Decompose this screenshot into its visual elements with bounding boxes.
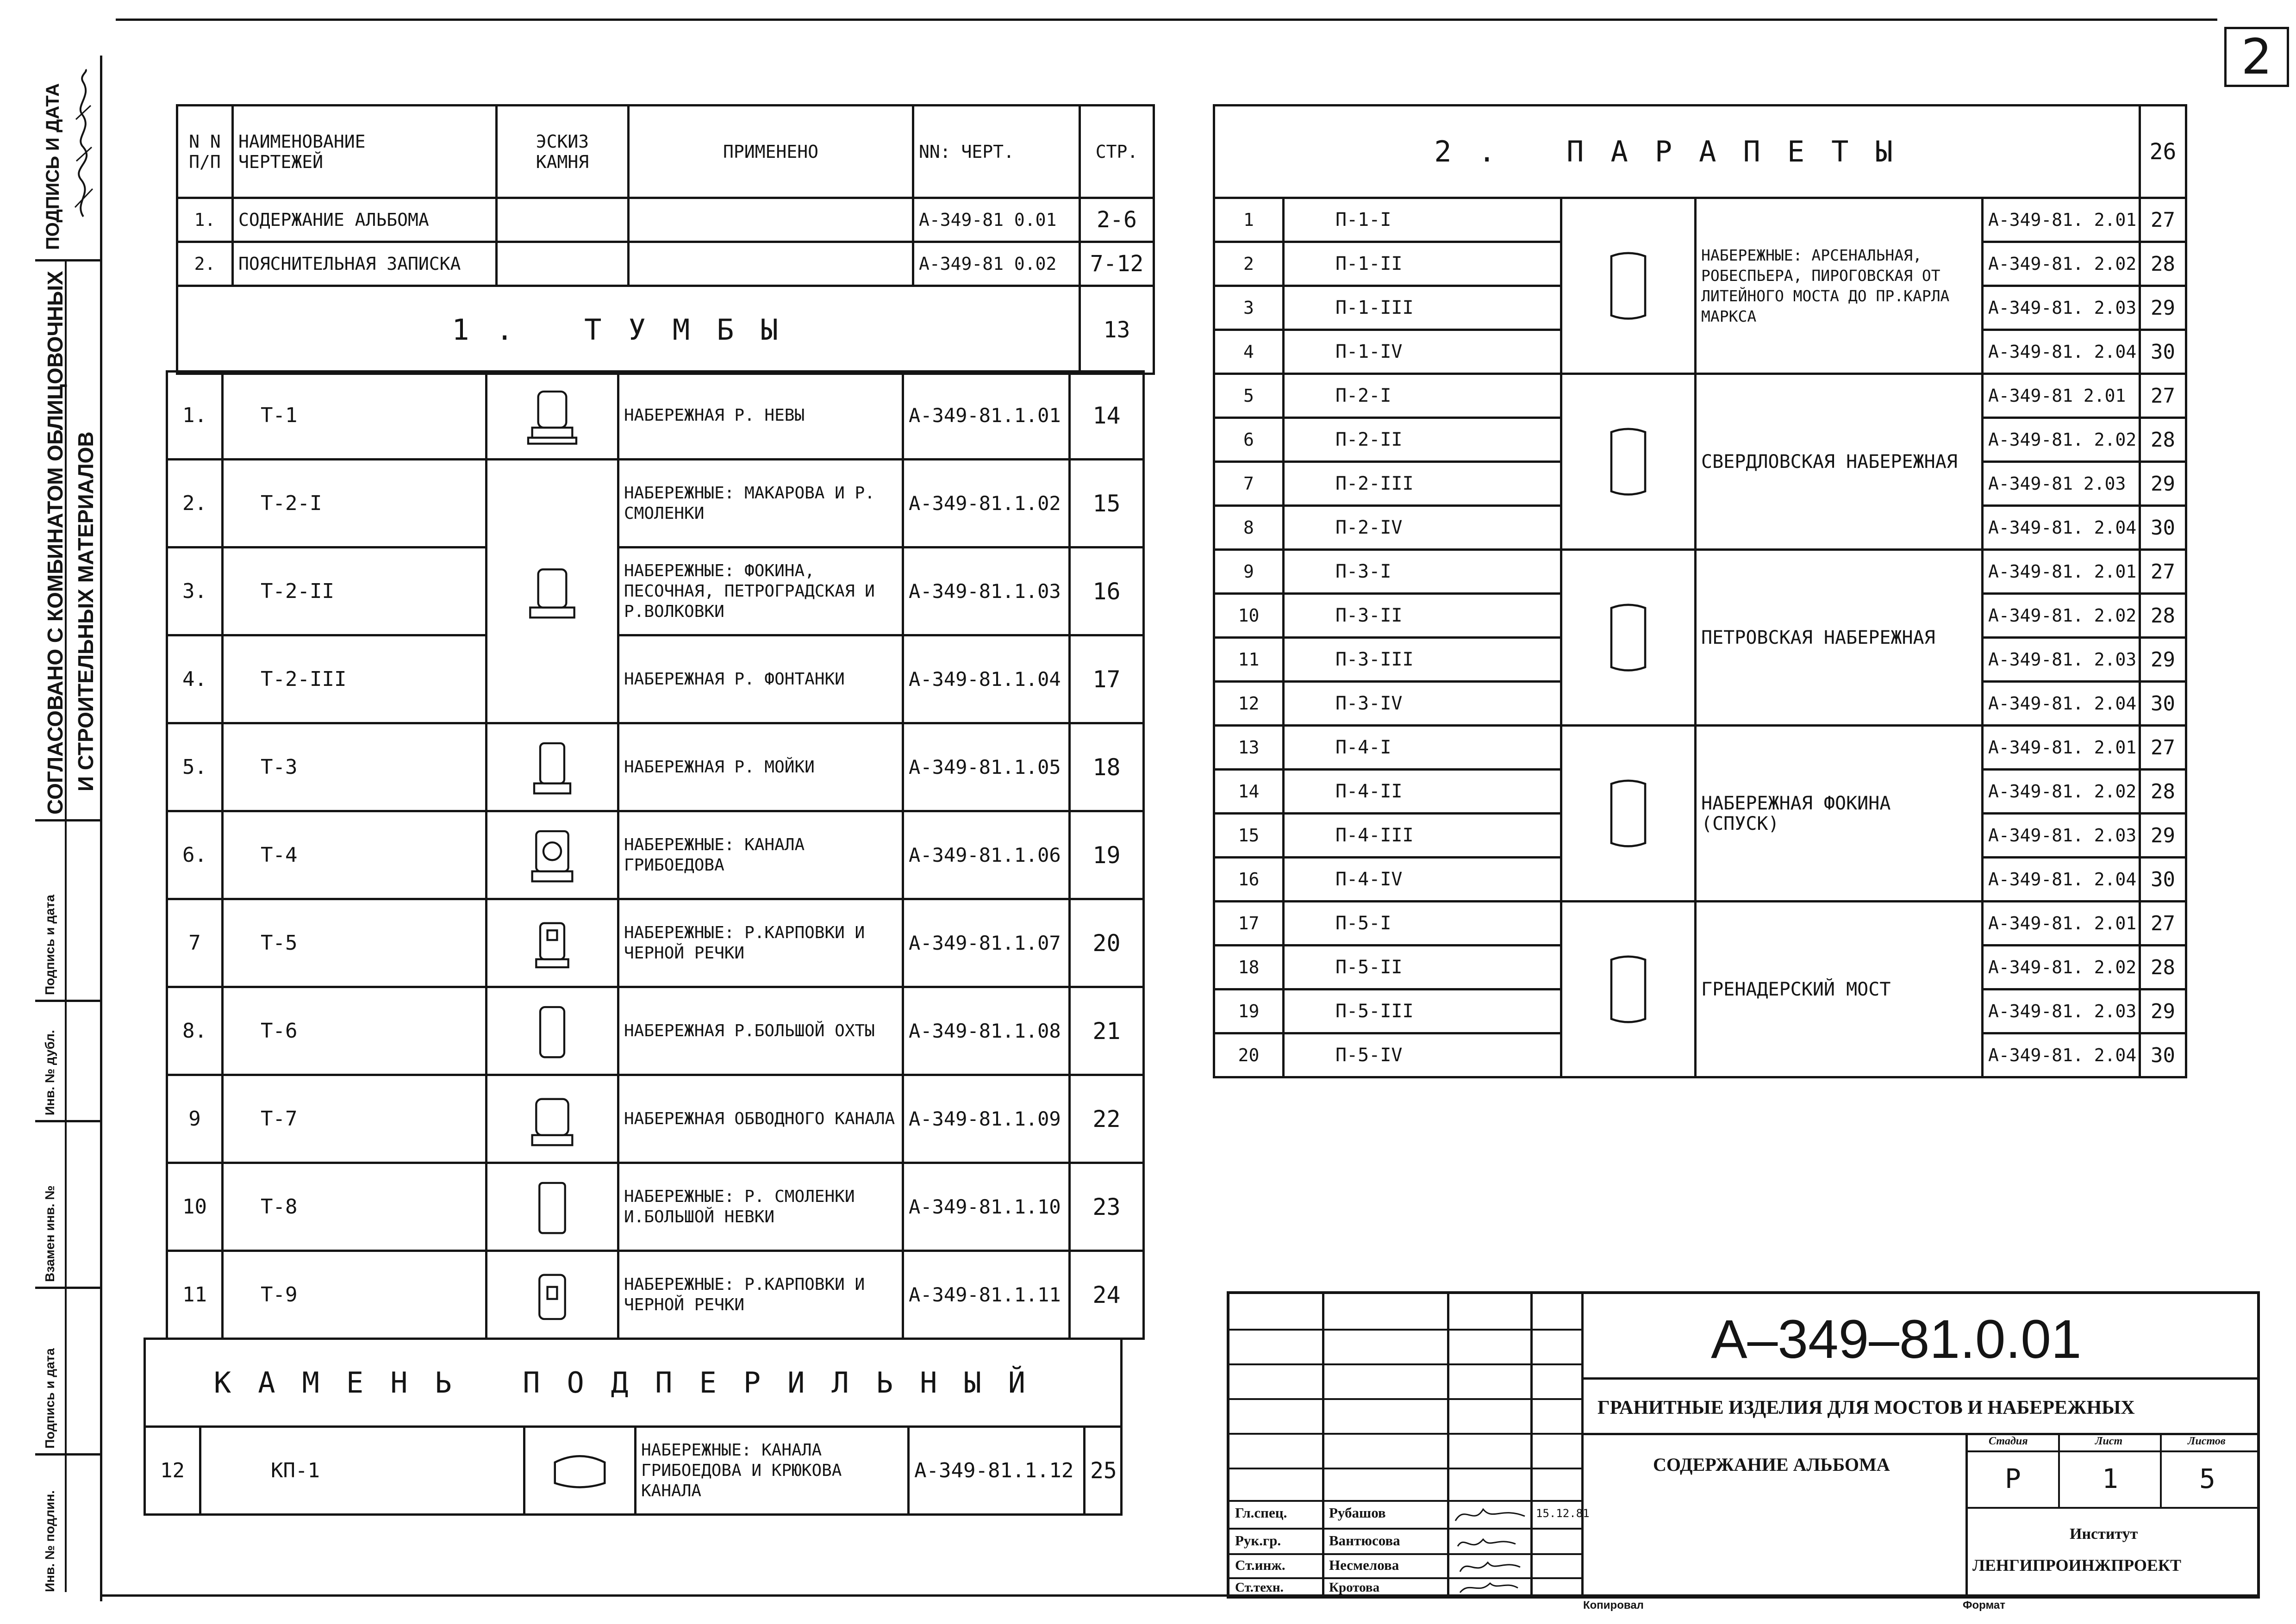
row-applied: СВЕРДЛОВСКАЯ НАБЕРЕЖНАЯ xyxy=(1696,374,1983,550)
agreement-line-1: СОГЛАСОВАНО С КОМБИНАТОМ ОБЛИЦОВОЧНЫХ xyxy=(43,271,67,815)
row-page: 22 xyxy=(1070,1075,1144,1163)
row-page: 7-12 xyxy=(1080,242,1154,286)
row-num: 6. xyxy=(167,811,223,899)
signer-role: Ст.техн. xyxy=(1235,1580,1284,1595)
contents-table-right xyxy=(1213,104,2187,1078)
row-page: 29 xyxy=(2140,462,2186,506)
row-sketch xyxy=(1561,726,1696,902)
frame-top-line xyxy=(116,19,2217,21)
row-sketch xyxy=(487,1075,618,1163)
section-title-parapety: 2. ПАРАПЕТЫ xyxy=(1214,106,2140,198)
row-drawing: А-349-81. 2.04 xyxy=(1983,1033,2140,1077)
row-name: П-4-III xyxy=(1284,814,1561,858)
row-num: 6 xyxy=(1214,418,1284,462)
row-drawing: А-349-81. 2.03 xyxy=(1983,286,2140,330)
table-row xyxy=(177,242,1154,286)
header-name: НАИМЕНОВАНИЕ ЧЕРТЕЖЕЙ xyxy=(233,106,497,198)
section-title-tumby: 1. ТУМБЫ xyxy=(177,286,1080,374)
row-drawing: А-349-81.1.11 xyxy=(903,1251,1070,1339)
row-num: 16 xyxy=(1214,858,1284,902)
row-num: 3 xyxy=(1214,286,1284,330)
row-applied xyxy=(629,198,913,242)
parapet-sketch-icon xyxy=(1567,557,1690,718)
row-drawing: А-349-81. 2.02 xyxy=(1983,594,2140,638)
side-strip-divider xyxy=(35,1000,102,1002)
tb-line xyxy=(2058,1433,2060,1507)
signature-scribble xyxy=(69,68,100,221)
header-applied: ПРИМЕНЕНО xyxy=(629,106,913,198)
row-num: 10 xyxy=(167,1163,223,1251)
row-name: П-5-I xyxy=(1284,902,1561,946)
row-name: П-3-III xyxy=(1284,638,1561,682)
row-applied: НАБЕРЕЖНАЯ ФОКИНА (СПУСК) xyxy=(1696,726,1983,902)
row-drawing: А-349-81.1.07 xyxy=(903,899,1070,987)
row-drawing: А-349-81.1.01 xyxy=(903,372,1070,460)
row-applied: НАБЕРЕЖНЫЕ: Р. СМОЛЕНКИ И.БОЛЬШОЙ НЕВКИ xyxy=(618,1163,903,1251)
side-strip-divider xyxy=(35,819,102,821)
row-sketch xyxy=(487,460,618,723)
table-row xyxy=(167,1251,1144,1339)
parapet-sketch-icon xyxy=(1567,205,1690,366)
row-page: 15 xyxy=(1070,460,1144,548)
row-applied: НАБЕРЕЖНЫЕ: КАНАЛА ГРИБОЕДОВА И КРЮКОВА КАНАЛА xyxy=(636,1427,909,1515)
row-applied: ГРЕНАДЕРСКИЙ МОСТ xyxy=(1696,902,1983,1077)
row-name: П-5-III xyxy=(1284,989,1561,1033)
row-drawing: А-349-81. 2.04 xyxy=(1983,682,2140,726)
section-title-kamen: КАМЕНЬ ПОДПЕРИЛЬНЫЙ xyxy=(145,1339,1122,1427)
row-page: 30 xyxy=(2140,1033,2186,1077)
row-name: Т-2-I xyxy=(223,460,487,548)
row-name: П-5-IV xyxy=(1284,1033,1561,1077)
row-applied: НАБЕРЕЖНЫЕ: ФОКИНА, ПЕСОЧНАЯ, ПЕТРОГРАДСКАЯ И Р.ВОЛКОВКИ xyxy=(618,548,903,635)
row-num: 1 xyxy=(1214,198,1284,242)
row-page: 29 xyxy=(2140,814,2186,858)
row-name: П-4-IV xyxy=(1284,858,1561,902)
row-page: 28 xyxy=(2140,418,2186,462)
signer-date: 15.12.81 xyxy=(1536,1507,1590,1520)
row-page: 27 xyxy=(2140,198,2186,242)
title-block xyxy=(1227,1291,2260,1599)
table-row xyxy=(1214,726,2186,770)
row-page: 30 xyxy=(2140,858,2186,902)
row-sketch xyxy=(487,372,618,460)
row-sketch xyxy=(487,811,618,899)
row-num: 9 xyxy=(1214,550,1284,594)
row-applied: НАБЕРЕЖНЫЕ: АРСЕНАЛЬНАЯ, РОБЕСПЬЕРА, ПИРОГОВСКАЯ ОТ ЛИТЕЙНОГО МОСТА ДО ПР.КАРЛА МАРКСА xyxy=(1696,198,1983,374)
sheet-label: Лист xyxy=(2095,1435,2123,1447)
row-page: 20 xyxy=(1070,899,1144,987)
row-sketch xyxy=(1561,550,1696,726)
row-num: 5. xyxy=(167,723,223,811)
row-drawing: А-349-81.1.04 xyxy=(903,635,1070,723)
row-sketch xyxy=(487,723,618,811)
row-page: 29 xyxy=(2140,638,2186,682)
table-row xyxy=(1214,198,2186,242)
bollard-sketch-icon xyxy=(492,380,612,452)
header-drawing: NN: ЧЕРТ. xyxy=(913,106,1080,198)
agreement-line-2: И СТРОИТЕЛЬНЫХ МАТЕРИАЛОВ xyxy=(74,431,98,791)
row-name: Т-3 xyxy=(223,723,487,811)
table-row xyxy=(167,723,1144,811)
row-drawing: А-349-81. 2.01 xyxy=(1983,550,2140,594)
tb-line xyxy=(1229,1433,1581,1435)
row-name: Т-7 xyxy=(223,1075,487,1163)
side-field-original-inv: Инв. № подлин. xyxy=(43,1490,57,1592)
row-drawing: А-349-81. 2.03 xyxy=(1983,638,2140,682)
sheets-label: Листов xyxy=(2188,1435,2226,1447)
tb-line xyxy=(1229,1468,1581,1469)
row-drawing: А-349-81. 2.02 xyxy=(1983,418,2140,462)
row-sketch xyxy=(1561,902,1696,1077)
header-sketch: ЭСКИЗ КАМНЯ xyxy=(497,106,629,198)
row-applied: НАБЕРЕЖНЫЕ: КАНАЛА ГРИБОЕДОВА xyxy=(618,811,903,899)
contents-table-left-top xyxy=(176,104,1155,375)
contents-table-left-rows xyxy=(166,370,1145,1340)
row-name: КП-1 xyxy=(200,1427,524,1515)
row-page: 24 xyxy=(1070,1251,1144,1339)
row-num: 4. xyxy=(167,635,223,723)
section-page: 26 xyxy=(2140,106,2186,198)
contents-table-left-bottom xyxy=(144,1338,1123,1516)
row-name: П-4-I xyxy=(1284,726,1561,770)
row-page: 17 xyxy=(1070,635,1144,723)
side-field-duplicate-inv: Инв. № дубл. xyxy=(43,1030,57,1115)
tb-line xyxy=(1581,1294,1584,1596)
row-drawing: А-349-81 2.01 xyxy=(1983,374,2140,418)
row-page: 30 xyxy=(2140,682,2186,726)
row-page: 27 xyxy=(2140,374,2186,418)
bollard-sketch-icon xyxy=(492,1171,612,1243)
row-drawing: А-349-81. 2.03 xyxy=(1983,814,2140,858)
footer-format: Формат xyxy=(1963,1599,2006,1612)
section-row xyxy=(1214,106,2186,198)
parapet-sketch-icon xyxy=(1567,909,1690,1070)
row-applied: НАБЕРЕЖНАЯ Р. НЕВЫ xyxy=(618,372,903,460)
section-row xyxy=(145,1339,1122,1427)
tb-line xyxy=(1530,1294,1533,1596)
table-row xyxy=(1214,550,2186,594)
row-page: 28 xyxy=(2140,770,2186,814)
table-row xyxy=(1214,902,2186,946)
row-num: 12 xyxy=(145,1427,200,1515)
row-num: 20 xyxy=(1214,1033,1284,1077)
row-name: П-2-IV xyxy=(1284,506,1561,550)
tb-line xyxy=(1447,1294,1449,1596)
row-drawing: А-349-81. 2.01 xyxy=(1983,726,2140,770)
row-num: 9 xyxy=(167,1075,223,1163)
row-name: Т-1 xyxy=(223,372,487,460)
row-sketch xyxy=(497,242,629,286)
row-name: П-1-III xyxy=(1284,286,1561,330)
row-name: СОДЕРЖАНИЕ АЛЬБОМА xyxy=(233,198,497,242)
row-num: 14 xyxy=(1214,770,1284,814)
table-row xyxy=(145,1427,1122,1515)
table-row xyxy=(167,1163,1144,1251)
row-num: 11 xyxy=(1214,638,1284,682)
row-num: 19 xyxy=(1214,989,1284,1033)
signer-role: Ст.инж. xyxy=(1235,1557,1285,1573)
row-applied: НАБЕРЕЖНЫЕ: МАКАРОВА И Р. СМОЛЕНКИ xyxy=(618,460,903,548)
album-title: ГРАНИТНЫЕ ИЗДЕЛИЯ ДЛЯ МОСТОВ И НАБЕРЕЖНЫХ xyxy=(1597,1397,2135,1419)
row-drawing: А-349-81.1.06 xyxy=(903,811,1070,899)
table-row xyxy=(167,460,1144,548)
row-name: П-4-II xyxy=(1284,770,1561,814)
signer-role: Гл.спец. xyxy=(1235,1505,1287,1521)
sheet-value: 1 xyxy=(2102,1463,2118,1494)
tb-line xyxy=(1229,1398,1581,1400)
tb-line xyxy=(1965,1450,2257,1452)
bollard-sketch-icon xyxy=(492,907,612,979)
row-name: П-3-I xyxy=(1284,550,1561,594)
row-page: 29 xyxy=(2140,286,2186,330)
signer-name: Несмелова xyxy=(1329,1557,1399,1573)
tb-line xyxy=(1322,1294,1324,1596)
row-name: П-2-I xyxy=(1284,374,1561,418)
footer-copied: Копировал xyxy=(1583,1599,1644,1612)
section-row xyxy=(177,286,1154,374)
row-drawing: А-349-81. 2.01 xyxy=(1983,902,2140,946)
row-name: Т-4 xyxy=(223,811,487,899)
row-sketch xyxy=(497,198,629,242)
bollard-sketch-icon xyxy=(492,555,612,628)
table-row xyxy=(167,987,1144,1075)
row-drawing: А-349-81. 2.03 xyxy=(1983,989,2140,1033)
table-row xyxy=(167,635,1144,723)
row-page: 29 xyxy=(2140,989,2186,1033)
row-applied: НАБЕРЕЖНЫЕ: Р.КАРПОВКИ И ЧЕРНОЙ РЕЧКИ xyxy=(618,1251,903,1339)
row-sketch xyxy=(1561,198,1696,374)
signer-name: Кротова xyxy=(1329,1580,1380,1595)
row-num: 1. xyxy=(177,198,233,242)
row-num: 5 xyxy=(1214,374,1284,418)
row-name: Т-2-III xyxy=(223,635,487,723)
tb-line xyxy=(1965,1433,1968,1596)
table-row xyxy=(167,1075,1144,1163)
parapet-sketch-icon xyxy=(1567,733,1690,894)
row-sketch xyxy=(487,899,618,987)
side-strip-divider xyxy=(35,1120,102,1122)
row-num: 8. xyxy=(167,987,223,1075)
bollard-sketch-icon xyxy=(492,1083,612,1155)
row-num: 2. xyxy=(177,242,233,286)
row-page: 27 xyxy=(2140,902,2186,946)
org-line-2: ЛЕНГИПРОИНЖПРОЕКТ xyxy=(1972,1556,2182,1574)
side-field-replaces-inv: Взамен инв. № xyxy=(43,1185,57,1282)
row-num: 17 xyxy=(1214,902,1284,946)
row-num: 18 xyxy=(1214,946,1284,989)
tb-line xyxy=(1229,1329,1581,1331)
row-applied: НАБЕРЕЖНАЯ ОБВОДНОГО КАНАЛА xyxy=(618,1075,903,1163)
bollard-sketch-icon xyxy=(492,995,612,1067)
row-page: 21 xyxy=(1070,987,1144,1075)
stage-label: Стадия xyxy=(1989,1435,2028,1447)
row-drawing: А-349-81.1.05 xyxy=(903,723,1070,811)
row-sketch xyxy=(1561,374,1696,550)
row-page: 16 xyxy=(1070,548,1144,635)
side-field-signature-date-2: Подпись и дата xyxy=(43,1348,57,1449)
row-applied: ПЕТРОВСКАЯ НАБЕРЕЖНАЯ xyxy=(1696,550,1983,726)
row-sketch xyxy=(487,987,618,1075)
row-drawing: А-349-81.1.02 xyxy=(903,460,1070,548)
sheet-title: СОДЕРЖАНИЕ АЛЬБОМА xyxy=(1653,1454,1890,1475)
row-num: 2. xyxy=(167,460,223,548)
row-drawing: А-349-81.1.03 xyxy=(903,548,1070,635)
row-name: Т-2-II xyxy=(223,548,487,635)
bollard-sketch-icon xyxy=(492,731,612,803)
row-sketch xyxy=(487,1163,618,1251)
row-applied: НАБЕРЕЖНАЯ Р.БОЛЬШОЙ ОХТЫ xyxy=(618,987,903,1075)
row-applied: НАБЕРЕЖНЫЕ: Р.КАРПОВКИ И ЧЕРНОЙ РЕЧКИ xyxy=(618,899,903,987)
row-num: 12 xyxy=(1214,682,1284,726)
row-sketch xyxy=(524,1427,636,1515)
row-page: 30 xyxy=(2140,506,2186,550)
row-applied: НАБЕРЕЖНАЯ Р. МОЙКИ xyxy=(618,723,903,811)
row-num: 3. xyxy=(167,548,223,635)
row-num: 2 xyxy=(1214,242,1284,286)
row-name: П-1-I xyxy=(1284,198,1561,242)
table-row xyxy=(167,548,1144,635)
row-name: П-5-II xyxy=(1284,946,1561,989)
signer-role: Рук.гр. xyxy=(1235,1532,1281,1549)
row-drawing: А-349-81. 2.04 xyxy=(1983,330,2140,374)
row-num: 1. xyxy=(167,372,223,460)
row-page: 2-6 xyxy=(1080,198,1154,242)
row-name: Т-6 xyxy=(223,987,487,1075)
row-num: 7 xyxy=(1214,462,1284,506)
row-name: П-1-IV xyxy=(1284,330,1561,374)
tb-line xyxy=(1581,1433,2257,1435)
row-drawing: А-349-81. 2.02 xyxy=(1983,770,2140,814)
row-drawing: А-349-81.1.12 xyxy=(909,1427,1085,1515)
bollard-sketch-icon xyxy=(492,1259,612,1331)
parapet-sketch-icon xyxy=(1567,381,1690,542)
row-num: 10 xyxy=(1214,594,1284,638)
table-row xyxy=(1214,374,2186,418)
page-number: 2 xyxy=(2224,27,2289,87)
row-page: 27 xyxy=(2140,726,2186,770)
row-applied xyxy=(629,242,913,286)
stage-value: Р xyxy=(2005,1463,2021,1494)
sheets-value: 5 xyxy=(2199,1463,2215,1494)
side-strip-divider xyxy=(35,1287,102,1289)
row-name: Т-5 xyxy=(223,899,487,987)
section-page: 13 xyxy=(1080,286,1154,374)
table-row xyxy=(167,899,1144,987)
row-page: 23 xyxy=(1070,1163,1144,1251)
tb-line xyxy=(1965,1507,2257,1509)
row-page: 28 xyxy=(2140,594,2186,638)
table-row xyxy=(167,372,1144,460)
row-drawing: А-349-81. 2.04 xyxy=(1983,506,2140,550)
stone-sketch-icon xyxy=(530,1433,630,1508)
tb-line xyxy=(1229,1500,1581,1502)
table-row xyxy=(177,198,1154,242)
row-name: ПОЯСНИТЕЛЬНАЯ ЗАПИСКА xyxy=(233,242,497,286)
row-drawing: А-349-81. 2.02 xyxy=(1983,946,2140,989)
row-name: П-3-II xyxy=(1284,594,1561,638)
row-drawing: А-349-81.1.10 xyxy=(903,1163,1070,1251)
row-page: 19 xyxy=(1070,811,1144,899)
row-num: 13 xyxy=(1214,726,1284,770)
row-name: Т-8 xyxy=(223,1163,487,1251)
row-page: 18 xyxy=(1070,723,1144,811)
row-name: П-2-II xyxy=(1284,418,1561,462)
row-page: 28 xyxy=(2140,242,2186,286)
row-num: 11 xyxy=(167,1251,223,1339)
row-name: Т-9 xyxy=(223,1251,487,1339)
row-sketch xyxy=(487,1251,618,1339)
row-page: 28 xyxy=(2140,946,2186,989)
row-drawing: А-349-81 0.02 xyxy=(913,242,1080,286)
signature-header: ПОДПИСЬ И ДАТА xyxy=(43,83,63,250)
row-drawing: А-349-81.1.08 xyxy=(903,987,1070,1075)
row-drawing: А-349-81 0.01 xyxy=(913,198,1080,242)
row-drawing: А-349-81.1.09 xyxy=(903,1075,1070,1163)
row-applied: НАБЕРЕЖНАЯ Р. ФОНТАНКИ xyxy=(618,635,903,723)
side-field-signature-date: Подпись и дата xyxy=(43,895,57,995)
signer-name: Вантюсова xyxy=(1329,1532,1400,1549)
row-drawing: А-349-81 2.03 xyxy=(1983,462,2140,506)
org-line-1: Институт xyxy=(2070,1525,2138,1543)
row-num: 15 xyxy=(1214,814,1284,858)
header-num: N N П/П xyxy=(177,106,233,198)
row-num: 7 xyxy=(167,899,223,987)
row-num: 8 xyxy=(1214,506,1284,550)
row-drawing: А-349-81. 2.04 xyxy=(1983,858,2140,902)
table-row xyxy=(167,811,1144,899)
tb-line xyxy=(1229,1363,1581,1365)
row-drawing: А-349-81. 2.01 xyxy=(1983,198,2140,242)
signer-name: Рубашов xyxy=(1329,1505,1386,1521)
row-name: П-3-IV xyxy=(1284,682,1561,726)
bollard-sketch-icon xyxy=(492,819,612,891)
row-drawing: А-349-81. 2.02 xyxy=(1983,242,2140,286)
tb-line xyxy=(2160,1433,2162,1507)
row-page: 25 xyxy=(1085,1427,1122,1515)
row-name: П-1-II xyxy=(1284,242,1561,286)
row-page: 14 xyxy=(1070,372,1144,460)
side-strip-divider xyxy=(35,259,102,261)
signatures-scribbles xyxy=(1451,1502,1529,1595)
tb-line xyxy=(1581,1377,2257,1380)
row-num: 4 xyxy=(1214,330,1284,374)
row-name: П-2-III xyxy=(1284,462,1561,506)
drawing-code: А–349–81.0.01 xyxy=(1711,1309,2082,1370)
header-page: СТР. xyxy=(1080,106,1154,198)
row-page: 27 xyxy=(2140,550,2186,594)
row-page: 30 xyxy=(2140,330,2186,374)
side-strip-divider xyxy=(35,1453,102,1456)
